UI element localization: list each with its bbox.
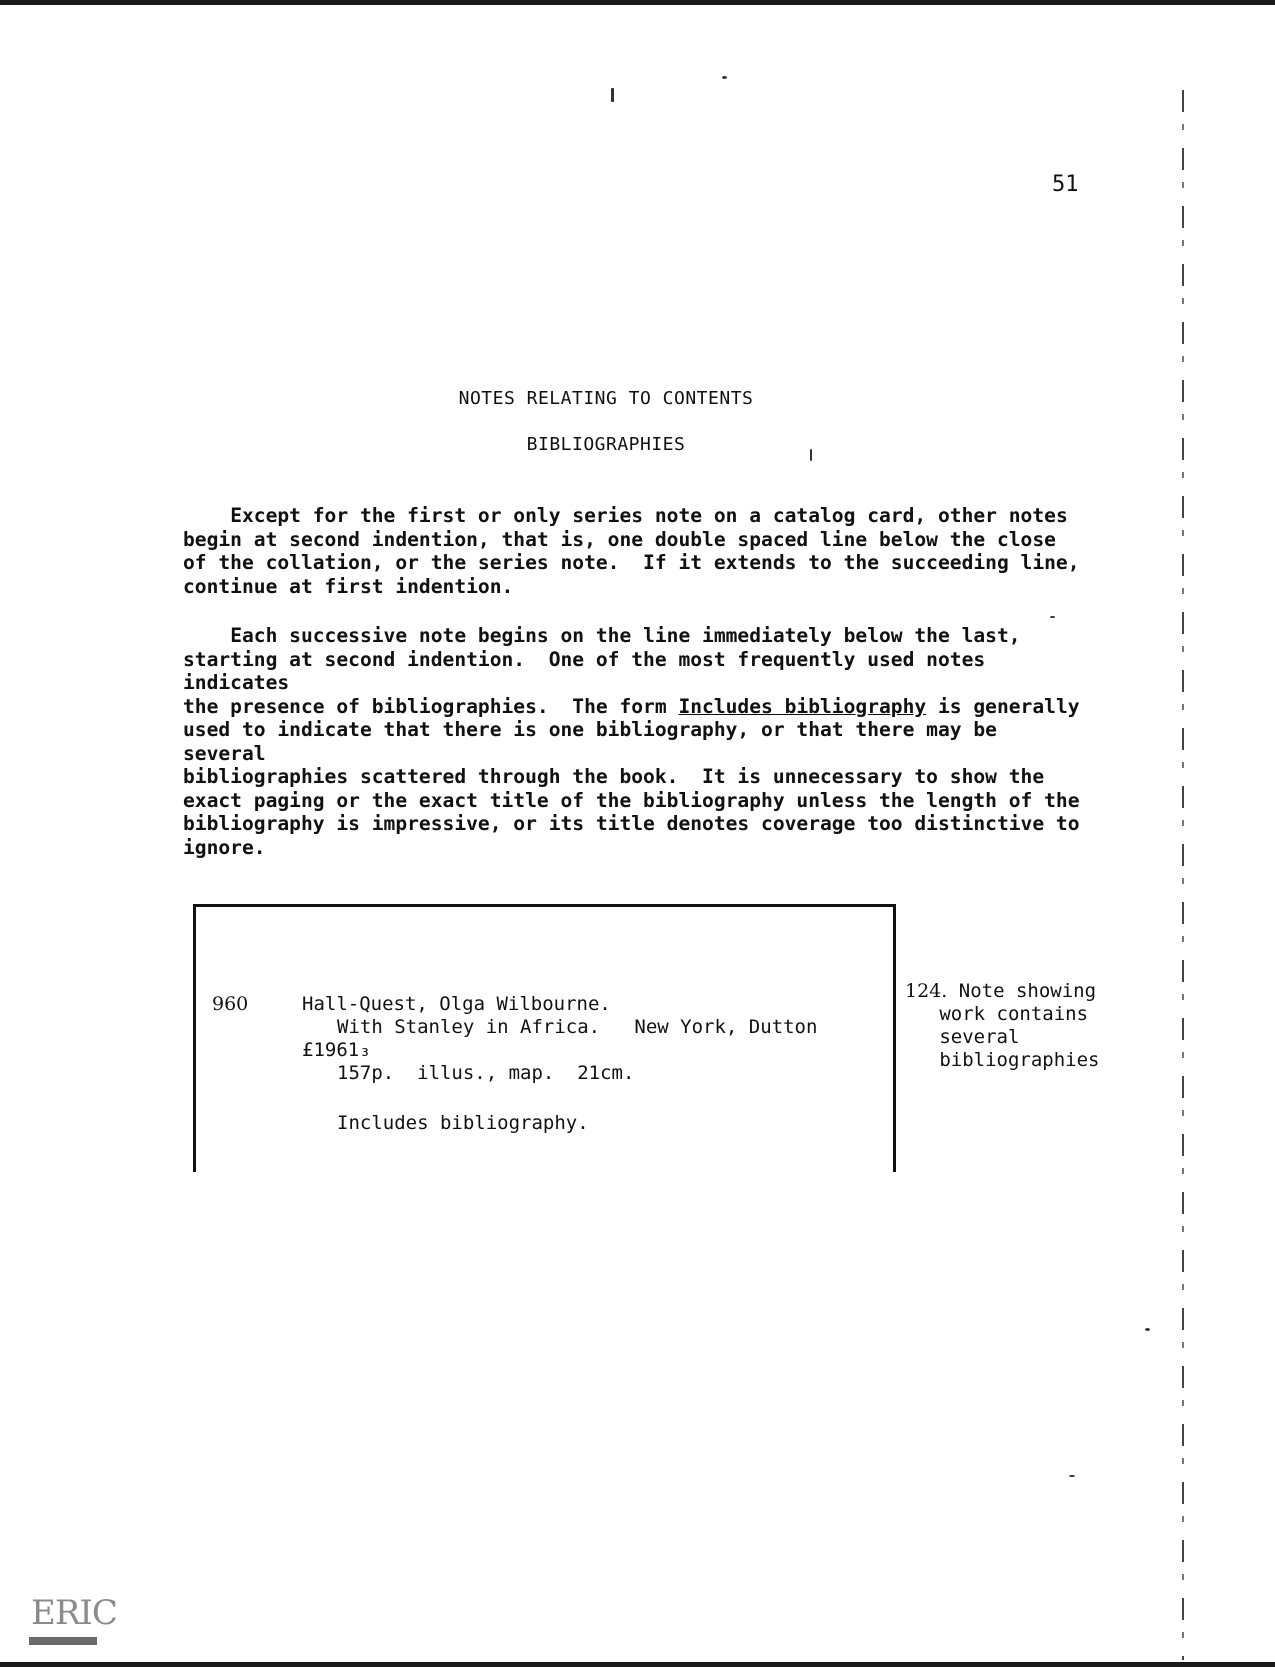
eric-logo: [29, 1583, 117, 1649]
scan-edge-top: [0, 0, 1275, 5]
paragraph-line-start: the presence of bibliographies. The form: [183, 694, 679, 718]
paragraph-line: ignore.: [183, 835, 266, 859]
caption-line: work contains: [905, 1003, 1089, 1025]
paragraph-line: Each successive note begins on the line immediately below the last,: [183, 624, 1021, 647]
caption-line: Note showing: [947, 980, 1097, 1002]
paragraph-line-end: is generally: [926, 694, 1080, 718]
paragraph-line: bibliographies scattered through the book. It is unnecessary to show the: [183, 765, 1045, 788]
scan-speck: [1050, 616, 1055, 618]
paragraph-notes-indention: [183, 504, 1083, 598]
section-subheading: BIBLIOGRAPHIES: [526, 434, 686, 455]
underlined-form-example: Includes bibliography: [678, 694, 927, 718]
card-note: Includes bibliography.: [337, 1112, 589, 1134]
card-collation: 157p. illus., map. 21cm.: [337, 1062, 635, 1084]
section-heading: NOTES RELATING TO CONTENTS: [458, 388, 754, 409]
caption-line: bibliographies: [905, 1049, 1100, 1071]
example-caption: [905, 980, 1099, 1072]
example-number: 124.: [905, 980, 948, 1002]
caption-line: several: [905, 1026, 1020, 1048]
scan-edge-right: [1182, 90, 1184, 1660]
card-call-number: 960: [212, 993, 249, 1015]
eric-logo-tagline-bar: [29, 1637, 97, 1645]
catalog-card: [193, 904, 896, 1172]
scan-speck: [611, 88, 614, 102]
paragraph-line: continue at first indention.: [183, 574, 514, 598]
scan-edge-bottom: [0, 1662, 1275, 1667]
paragraph-line: used to indicate that there is one bibliography, or that there may be several: [183, 718, 1009, 765]
paragraph-line: of the collation, or the series note. If it extends to the succeeding line,: [183, 551, 1080, 574]
card-date: £1961₃: [302, 1039, 371, 1061]
paragraph-line: begin at second indention, that is, one double spaced line below the close: [183, 527, 1056, 551]
scan-speck: [1145, 1328, 1150, 1331]
card-title-imprint: With Stanley in Africa. New York, Dutton: [337, 1016, 818, 1038]
paragraph-line: Except for the first or only series note on a catalog card, other notes: [183, 504, 1068, 527]
scan-speck: [722, 76, 727, 79]
paragraph-line: exact paging or the exact title of the bibliography unless the length of the: [183, 788, 1080, 812]
scan-speck: [1069, 1475, 1075, 1477]
card-author: Hall-Quest, Olga Wilbourne.: [302, 993, 611, 1015]
paragraph-bibliography-notes: [183, 624, 1083, 859]
page-number: 51: [1052, 172, 1079, 197]
paragraph-line: bibliography is impressive, or its title denotes coverage too distinctive to: [183, 812, 1080, 835]
paragraph-line: starting at second indention. One of the most frequently used notes indicates: [183, 647, 997, 694]
eric-logo-text: ERIC: [31, 1593, 117, 1633]
